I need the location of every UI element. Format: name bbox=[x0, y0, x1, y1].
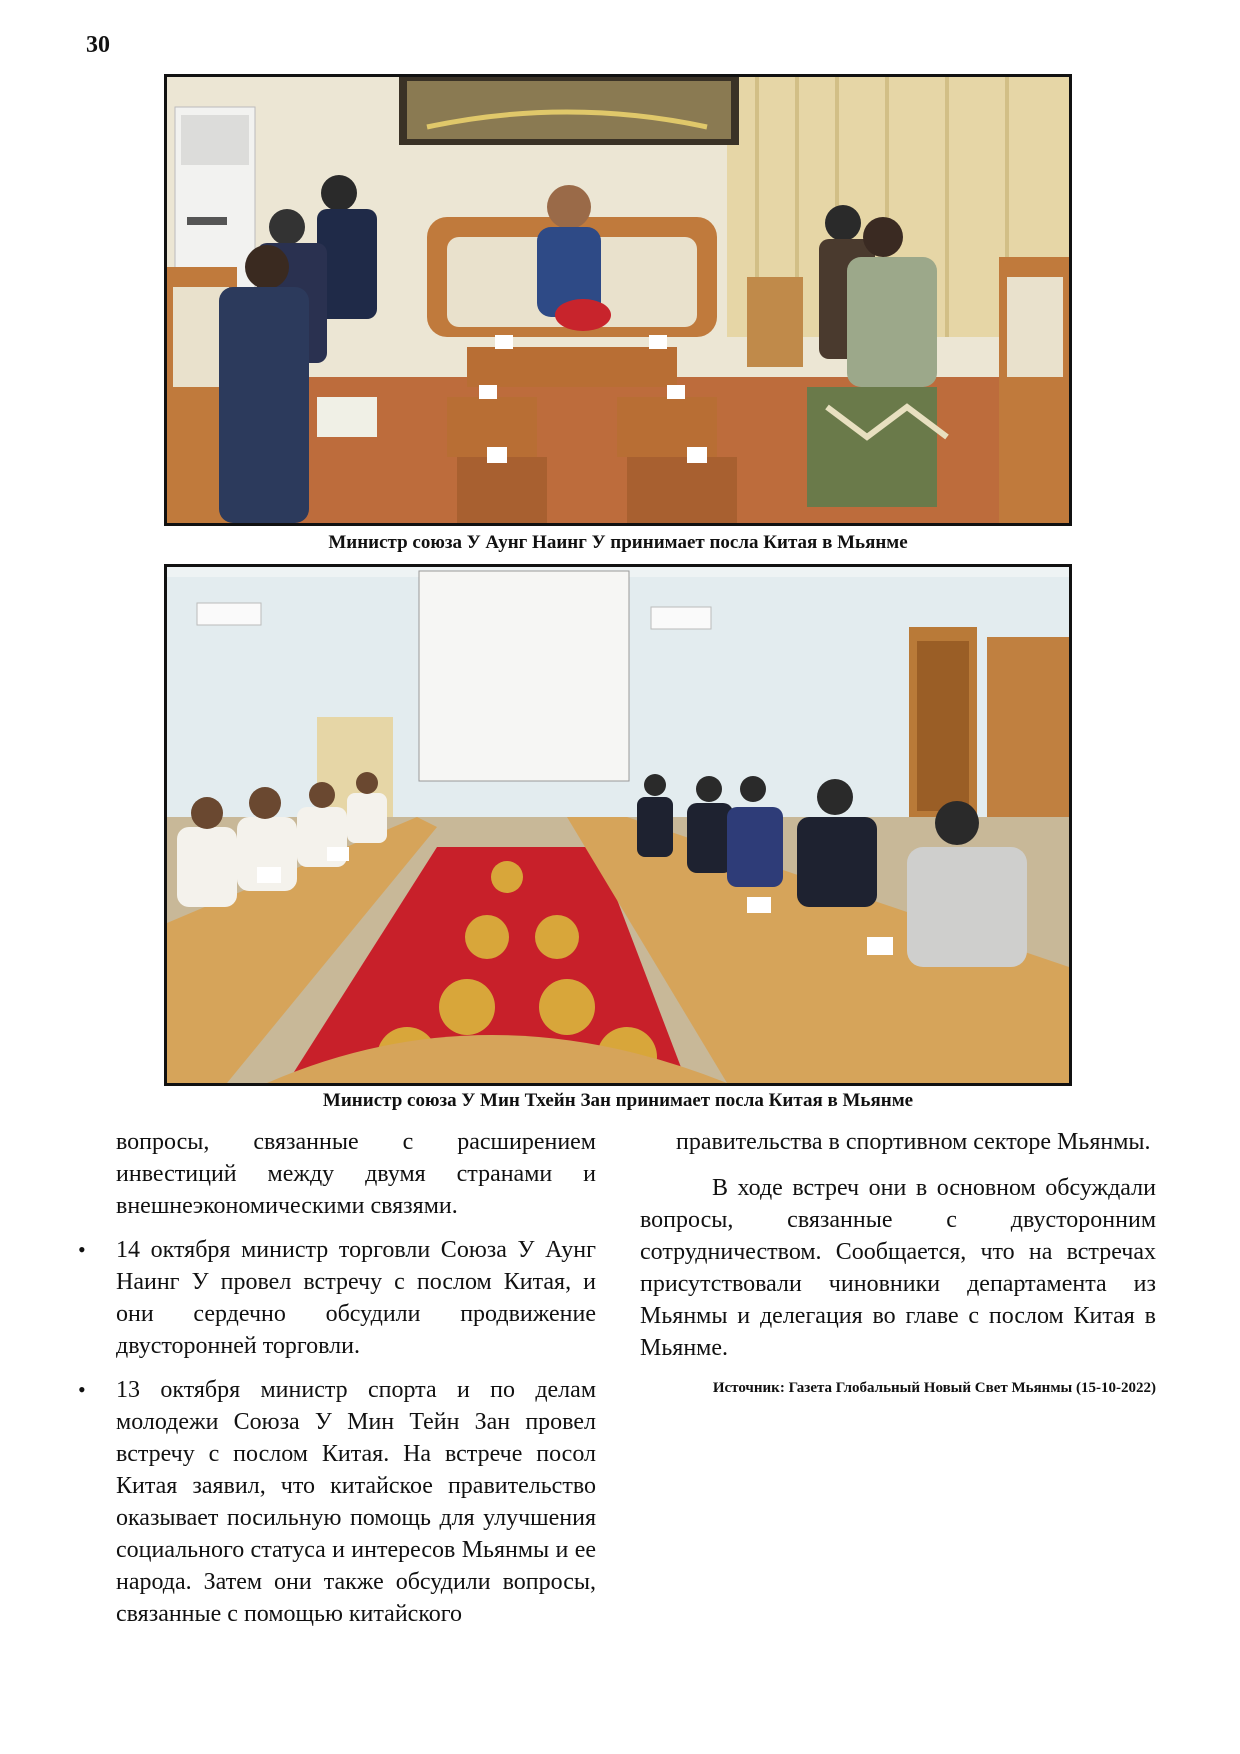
left-text-column bbox=[78, 1126, 596, 1630]
page-number: 30 bbox=[86, 32, 110, 58]
bullet-icon: • bbox=[78, 1237, 86, 1262]
source-citation: Источник: Газета Глобальный Новый Свет Мьянмы (15-10-2022) bbox=[712, 1380, 1156, 1396]
bullet-icon: • bbox=[78, 1377, 86, 1402]
right-continuation-paragraph: правительства в спортивном секторе Мьянмы. bbox=[676, 1129, 1151, 1155]
meeting-photo-1 bbox=[164, 74, 1072, 526]
bullet-item bbox=[78, 1374, 596, 1630]
bullet-text: 13 октября министр спорта и по делам молодежи Союза У Мин Тейн Зан провел встречу с послом Китая. На встрече посол Китая заявил, что китайское правительство оказывает посильную помощь для улучшения социального статуса и интересов Мьянмы и ее народа. Затем они также обсудили вопросы, связанные с помощью китайского bbox=[116, 1377, 596, 1627]
right-text-column bbox=[640, 1126, 1156, 1398]
body-paragraph: В ходе встреч они в основном обсуждали вопросы, связанные с двусторонним сотрудничеством. Сообщается, что на встречах присутствовали чиновники департамента из Мьянмы и делегация во главе с послом Китая в Мьянме. bbox=[640, 1175, 1156, 1361]
photo-caption-1: Министр союза У Аунг Наинг У принимает посла Китая в Мьянме bbox=[328, 532, 908, 553]
photo-caption-2: Министр союза У Мин Тхейн Зан принимает посла Китая в Мьянме bbox=[322, 1090, 914, 1111]
left-continuation-paragraph: вопросы, связанные с расширением инвестиций между двумя странами и внешнеэкономическими связями. bbox=[116, 1129, 596, 1219]
meeting-photo-2 bbox=[164, 564, 1072, 1086]
bullet-text: 14 октября министр торговли Союза У Аунг Наинг У провел встречу с послом Китая, и они сердечно обсудили продвижение двусторонней торговли. bbox=[116, 1237, 596, 1359]
bullet-item bbox=[78, 1234, 596, 1362]
